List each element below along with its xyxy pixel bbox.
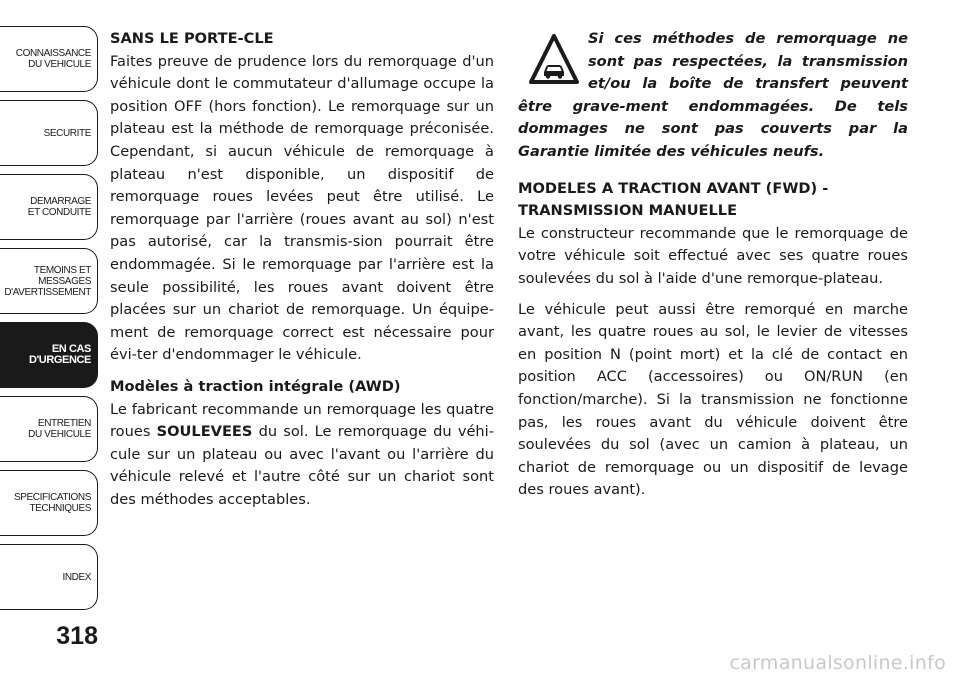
section-heading-fwd (518, 178, 908, 223)
subheading-awd: Modèles à traction intégrale (AWD) (110, 377, 401, 395)
tab-label-line: DU VEHICULE (28, 429, 91, 440)
tab-specifications-techniques[interactable] (0, 470, 98, 536)
tab-label-line: TECHNIQUES (29, 503, 91, 514)
left-column (110, 28, 494, 511)
warning-triangle-icon (528, 32, 580, 88)
chapter-tabs (0, 26, 100, 618)
section-heading-sans-porte-cle: SANS LE PORTE-CLE (110, 30, 274, 47)
emphasis-soulevees: SOULEVEES (156, 423, 253, 441)
paragraph-awd (110, 399, 494, 512)
tab-label-line: MESSAGES (38, 275, 91, 287)
tab-label-line: SECURITE (43, 127, 91, 139)
page-number: 318 (56, 622, 98, 650)
warning-box (518, 28, 908, 164)
paragraph-fwd-flatbed: Le constructeur recommande que le remorquage de votre véhicule soit effectué avec ses quatre roues soulevées du sol à l'aide d'une remorque-plateau. (518, 224, 908, 287)
paragraph-towing-without-key: Faites preuve de prudence lors du remorquage d'un véhicule dont le commutateur d'allumage occupe la position OFF (hors fonction). Le remorquage sur un plateau est la méthode de remorquage préconisée. Cependant, si aucun véhicule de remorquage à plateau n'est disponible, un dispositif de remorquage roues levées peut être utilisé. Le remorquage par l'arrière (roues avant au sol) n'est pas autorisé, car la transmis-sion pourrait être endommagée. Si le remorquage par l'arrière est la seule possibilité, les roues avant doivent être placées sur un chariot de remorquage. Un équipe-ment de remorquage correct est nécessaire pour évi-ter d'endommager le véhicule. (110, 52, 494, 364)
tab-label-line: CONNAISSANCE (15, 48, 91, 59)
tab-connaissance-du-vehicule[interactable] (0, 26, 98, 92)
tab-label-line: ENTRETIEN (37, 418, 91, 429)
tab-label-line: TEMOINS ET (33, 264, 91, 276)
section-heading-fwd-line2: TRANSMISSION MANUELLE (518, 202, 738, 220)
tab-label-line: EN CAS (51, 343, 91, 355)
section-heading-fwd-line1: MODELES A TRACTION AVANT (FWD) - (518, 179, 829, 197)
tab-en-cas-d-urgence[interactable] (0, 322, 98, 388)
tab-label-line: SPECIFICATIONS (13, 492, 91, 503)
tab-label-line: D'URGENCE (29, 354, 91, 366)
warning-text: Si ces méthodes de remorquage ne sont pas respectées, la transmission et/ou la boîte de transfert peuvent être grave-ment endommagées. De tels dommages ne sont pas couverts par la Garantie limitée des véhicules neufs. (518, 30, 908, 160)
tab-demarrage-et-conduite[interactable] (0, 174, 98, 240)
tab-label-line: DU VEHICULE (28, 59, 91, 70)
paragraph-awd-text-end: du sol. Le remorquage du véhi-cule sur un plateau ou avec l'avant ou l'arrière du véhicule relevé et l'autre côté sur un chariot sont des méthodes acceptables. (110, 423, 495, 508)
tab-label-line: D'AVERTISSEMENT (4, 286, 91, 298)
tab-index[interactable] (0, 544, 98, 610)
tab-label-line: INDEX (62, 571, 91, 583)
tab-entretien-du-vehicule[interactable] (0, 396, 98, 462)
paragraph-fwd-flat-towing: Le véhicule peut aussi être remorqué en marche avant, les quatre roues au sol, le levier de vitesses en position N (point mort) et la clé de contact en position ACC (accessoires) ou ON/RUN (en fonction/marche). Si la transmission ne fonctionne pas, les roues avant du véhicule doivent être soulevées du sol (avec un camion à plateau, un chariot de remorquage ou un dispositif de levage des roues avant). (518, 300, 908, 499)
tab-label-line: DEMARRAGE (30, 196, 91, 207)
tab-temoins-et-messages[interactable] (0, 248, 98, 314)
paragraph-awd-text: Le fabricant recommande un remorquage les quatre roues (110, 400, 494, 441)
right-column (518, 28, 908, 502)
watermark: carmanualsonline.info (729, 652, 946, 674)
tab-securite[interactable] (0, 100, 98, 166)
tab-label-line: ET CONDUITE (27, 207, 91, 218)
